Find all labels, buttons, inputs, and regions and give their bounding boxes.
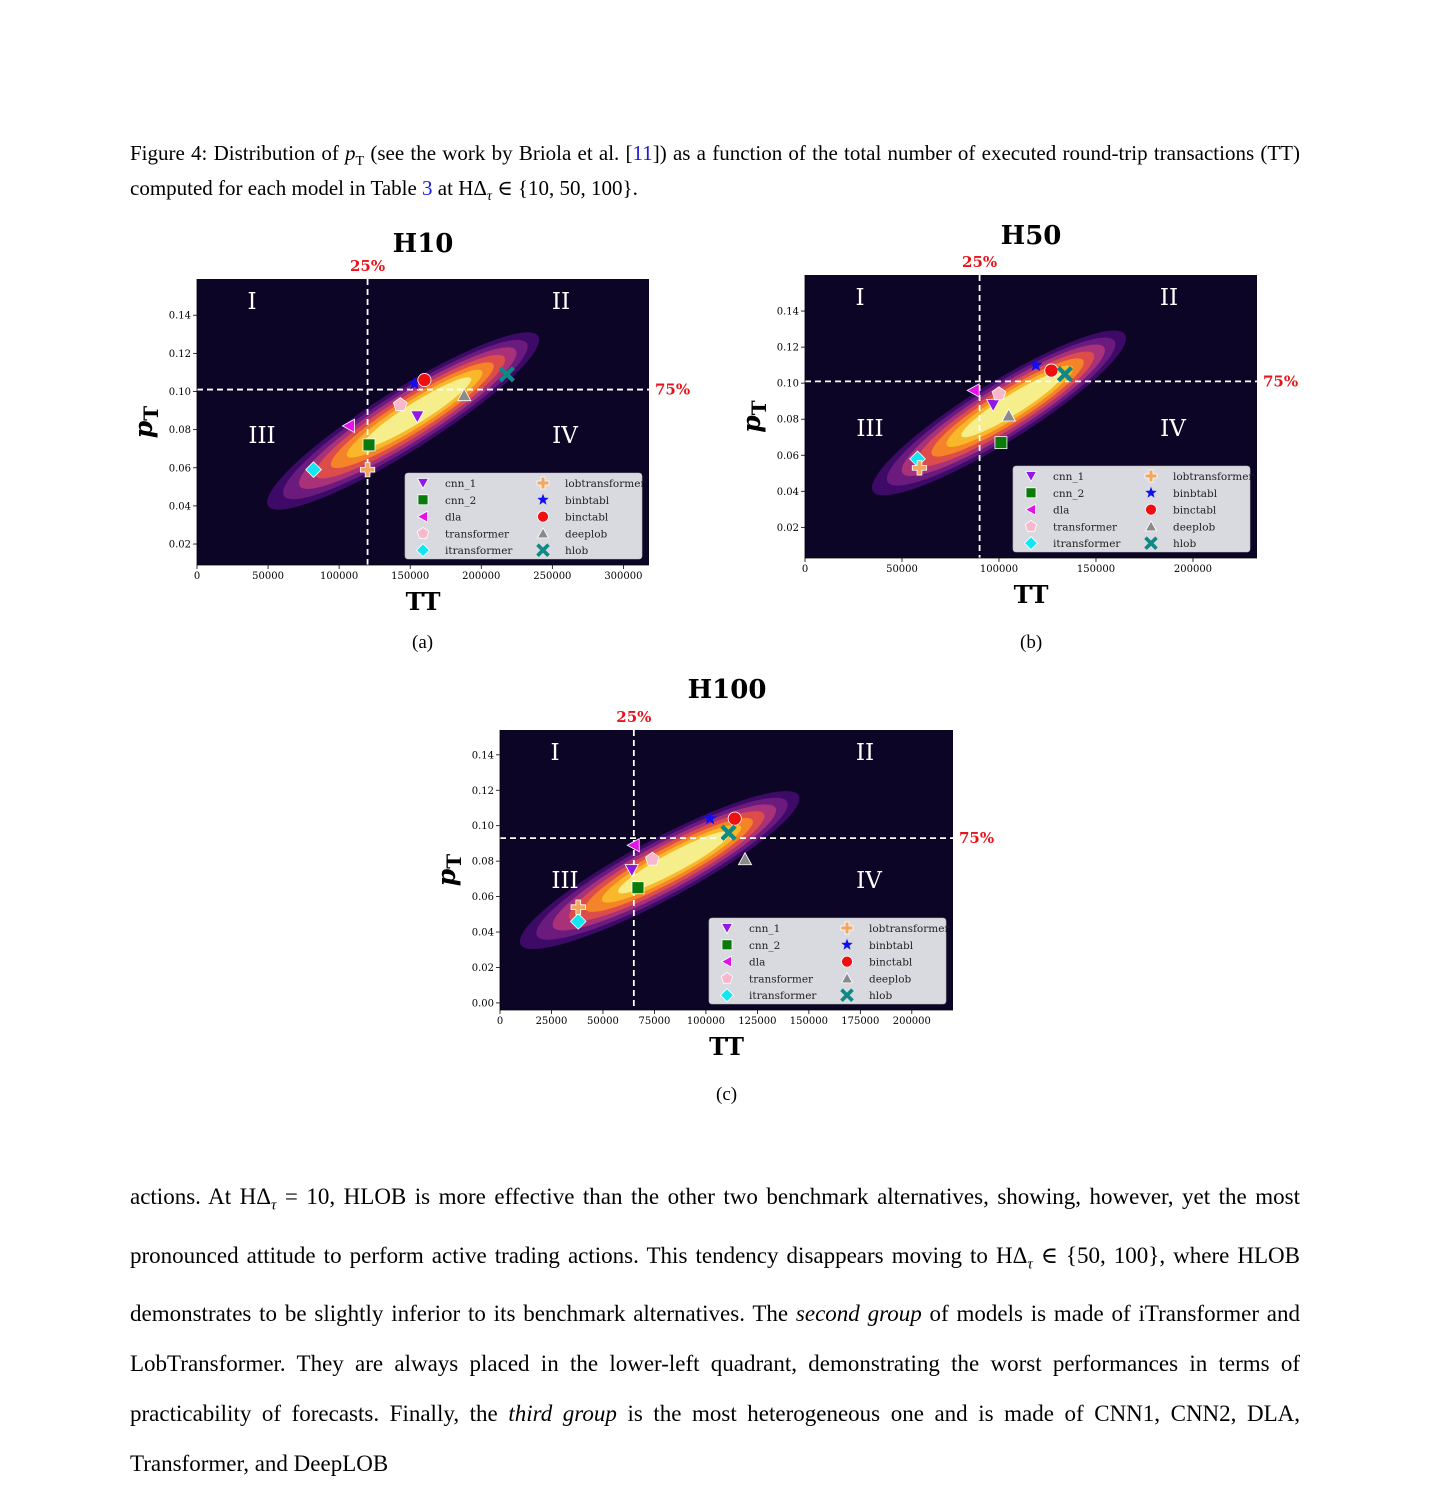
y-tick-label: 0.06	[168, 463, 191, 475]
y-tick-label: 0.14	[471, 750, 494, 762]
chart-title: H10	[392, 229, 454, 259]
legend-label-itransformer: itransformer	[749, 990, 817, 1003]
threshold-label-75: 75%	[655, 380, 691, 399]
y-axis-label: $p_T$	[432, 853, 466, 887]
quadrant-label-I: I	[550, 740, 560, 766]
y-tick-label: 0.14	[776, 306, 799, 318]
threshold-label-25: 25%	[962, 253, 998, 271]
legend-label-binctabl: binctabl	[869, 956, 913, 969]
y-axis-label: $p_T$	[129, 405, 163, 439]
legend-label-cnn_1: cnn_1	[1053, 471, 1085, 483]
y-tick-label: 0.02	[471, 962, 494, 974]
quadrant-label-IV: IV	[552, 423, 578, 449]
y-tick-label: 0.02	[168, 539, 191, 551]
legend-label-hlob: hlob	[869, 990, 893, 1003]
quadrant-label-IV: IV	[856, 868, 882, 894]
x-tick-label: 0	[801, 564, 809, 575]
x-tick-label: 50000	[587, 1016, 619, 1027]
legend	[709, 918, 950, 1004]
legend-label-itransformer: itransformer	[1053, 538, 1121, 551]
x-tick-label: 300000	[604, 571, 643, 582]
threshold-label-75: 75%	[959, 829, 995, 848]
y-tick-label: 0.04	[776, 486, 799, 498]
legend-label-itransformer: itransformer	[445, 545, 513, 558]
legend-label-lobtransformer: lobtransformer	[1173, 471, 1254, 483]
x-tick-label: 200000	[1173, 564, 1213, 575]
y-tick-label: 0.06	[471, 892, 494, 904]
legend-label-dla: dla	[1053, 504, 1070, 517]
legend-label-binbtabl: binbtabl	[565, 494, 610, 507]
legend-label-transformer: transformer	[1053, 521, 1118, 534]
legend-label-hlob: hlob	[565, 545, 589, 558]
quadrant-label-II: II	[855, 740, 875, 766]
legend-label-deeplob: deeplob	[565, 528, 608, 541]
table-ref-link[interactable]: 3	[422, 176, 433, 201]
y-tick-label: 0.04	[168, 501, 191, 513]
y-tick-label: 0.12	[471, 785, 494, 797]
x-tick-label: 200000	[462, 571, 501, 582]
legend-label-cnn_1: cnn_1	[749, 923, 781, 935]
x-tick-label: 100000	[320, 571, 359, 582]
legend-label-deeplob: deeplob	[869, 973, 912, 986]
legend-label-binbtabl: binbtabl	[869, 939, 914, 952]
x-axis-label: TT	[405, 587, 441, 616]
legend-label-cnn_2: cnn_2	[749, 939, 781, 952]
legend-label-dla: dla	[445, 511, 462, 524]
x-tick-label: 50000	[252, 571, 284, 582]
sublabel-a: (a)	[412, 632, 434, 653]
quadrant-label-III: III	[248, 423, 276, 449]
legend-label-cnn_2: cnn_2	[1053, 487, 1085, 500]
threshold-label-25: 25%	[616, 708, 652, 726]
x-tick-label: 150000	[1076, 564, 1116, 575]
x-tick-label: 125000	[738, 1016, 777, 1027]
quadrant-label-I: I	[247, 289, 257, 315]
y-tick-label: 0.08	[168, 425, 191, 437]
y-tick-label: 0.08	[776, 414, 799, 426]
y-tick-label: 0.12	[776, 342, 799, 354]
legend-label-cnn_1: cnn_1	[445, 478, 477, 490]
y-tick-label: 0.14	[168, 310, 191, 322]
x-axis-label: TT	[1013, 580, 1049, 609]
legend-label-transformer: transformer	[749, 973, 814, 986]
legend-label-lobtransformer: lobtransformer	[565, 478, 646, 490]
legend-label-binbtabl: binbtabl	[1173, 487, 1218, 500]
chart-title: H50	[1000, 221, 1062, 251]
quadrant-label-III: III	[856, 416, 884, 442]
x-tick-label: 100000	[686, 1016, 726, 1027]
point-binctabl	[728, 812, 741, 825]
legend-label-deeplob: deeplob	[1173, 521, 1216, 534]
y-tick-label: 0.06	[776, 450, 799, 462]
x-tick-label: 150000	[391, 571, 430, 582]
legend-label-hlob: hlob	[1173, 538, 1197, 551]
legend-label-dla: dla	[749, 956, 766, 969]
quadrant-label-II: II	[1159, 285, 1179, 311]
legend-label-binctabl: binctabl	[565, 511, 609, 524]
legend-label-lobtransformer: lobtransformer	[869, 923, 950, 935]
threshold-label-25: 25%	[349, 257, 386, 275]
y-tick-label: 0.02	[776, 522, 799, 534]
legend-marker-cnn_2	[722, 940, 732, 950]
figure-caption: Figure 4: Distribution of $p_T$ (see the work by Briola et al. [11]) as a function of the total number of executed round-trip transactions (TT) computed for each model in Table 3 at $H\Delta_\tau$ ∈ {10, 50, 100}.	[130, 141, 1300, 205]
sublabel-b: (b)	[1020, 632, 1043, 653]
y-tick-label: 0.08	[471, 856, 494, 868]
x-tick-label: 100000	[979, 564, 1019, 575]
x-tick-label: 0	[496, 1016, 504, 1027]
x-tick-label: 250000	[533, 571, 572, 582]
x-tick-label: 75000	[638, 1016, 671, 1027]
x-tick-label: 0	[193, 571, 201, 582]
y-tick-label: 0.10	[776, 378, 799, 390]
x-tick-label: 175000	[841, 1016, 880, 1027]
x-tick-label: 50000	[886, 564, 918, 575]
y-tick-label: 0.04	[471, 927, 494, 939]
y-tick-label: 0.10	[168, 386, 191, 398]
x-tick-label: 25000	[535, 1016, 568, 1027]
legend-label-binctabl: binctabl	[1173, 504, 1217, 517]
x-tick-label: 150000	[789, 1016, 828, 1027]
quadrant-label-I: I	[855, 285, 865, 311]
quadrant-label-II: II	[551, 289, 571, 315]
legend-marker-binctabl	[842, 956, 853, 967]
y-axis-label: $p_T$	[737, 400, 771, 433]
citation-link[interactable]: 11	[632, 141, 653, 165]
y-tick-label: 0.10	[471, 821, 494, 833]
x-tick-label: 200000	[892, 1016, 931, 1027]
legend-label-transformer: transformer	[445, 528, 510, 541]
threshold-label-75: 75%	[1263, 372, 1299, 391]
quadrant-label-III: III	[551, 868, 579, 894]
point-cnn_2	[632, 882, 644, 894]
chart-title: H100	[687, 675, 767, 705]
sublabel-c: (c)	[716, 1084, 738, 1105]
y-tick-label: 0.00	[471, 998, 494, 1010]
quadrant-label-IV: IV	[1160, 416, 1186, 442]
y-tick-label: 0.12	[168, 348, 191, 360]
body-paragraph: actions. At $H\Delta_\tau = 10$, HLOB is more effective than the other two benchmark alternatives, showing, however, yet the most pronounced attitude to perform active trading actions. This tendency disappears moving to $H\Delta_\tau$ ∈ {50, 100}, where HLOB demonstrates to be slightly inferior to its benchmark alternatives. The second group of models is made of iTransformer and LobTransformer. They are always placed in the lower-left quadrant, demonstrating the worst performances in terms of practicability of forecasts. Finally, the third group is the most heterogeneous one and is made of CNN1, CNN2, DLA, Transformer, and DeepLOB	[130, 1184, 1301, 1477]
x-axis-label: TT	[709, 1032, 744, 1061]
legend-label-cnn_2: cnn_2	[445, 494, 477, 507]
